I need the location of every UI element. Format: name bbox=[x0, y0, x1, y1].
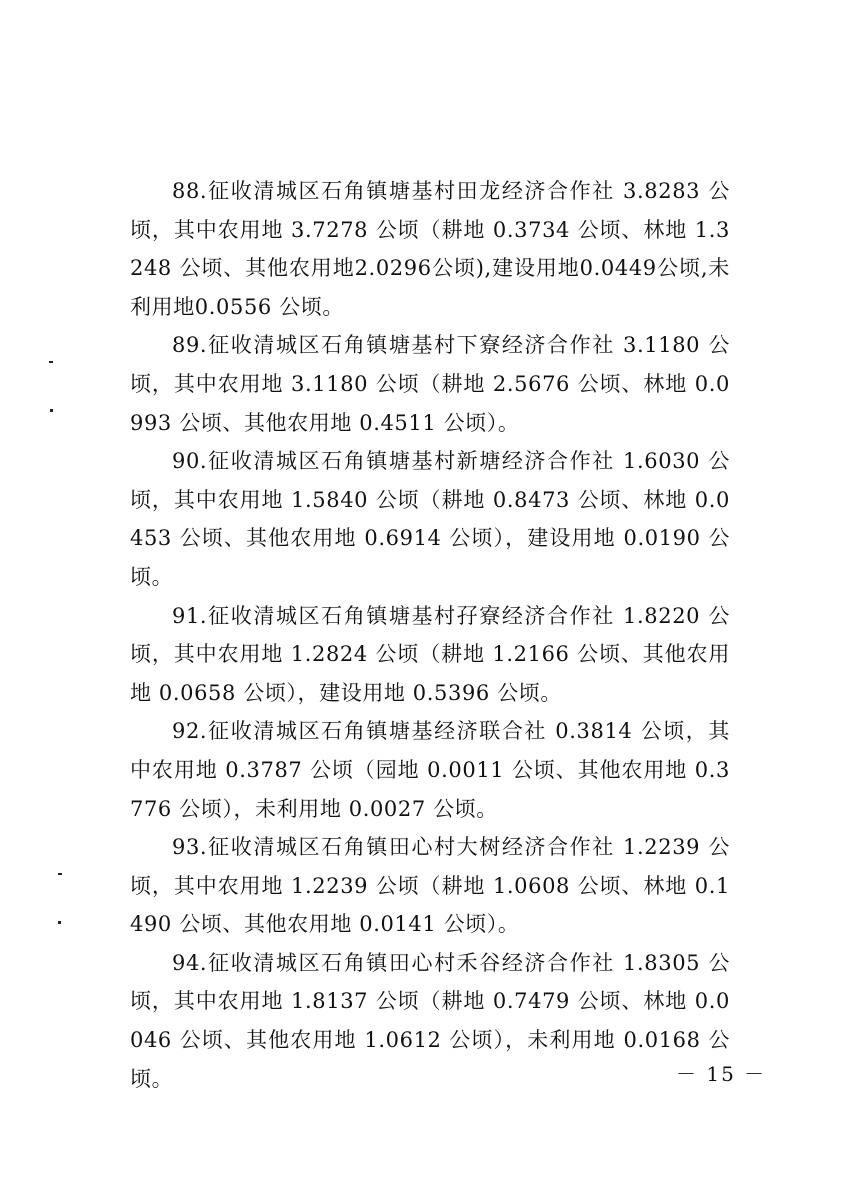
margin-mark bbox=[50, 409, 53, 412]
paragraph-90: 90.征收清城区石角镇塘基村新塘经济合作社 1.6030 公顷，其中农用地 1.5840 公顷（耕地 0.8473 公顷、林地 0.0453 公顷、其他农用地 0.6914 公顷），建设用地 0.0190 公顷。 bbox=[130, 449, 730, 589]
margin-mark bbox=[58, 873, 62, 875]
margin-mark bbox=[58, 921, 61, 924]
paragraph-93: 93.征收清城区石角镇田心村大树经济合作社 1.2239 公顷，其中农用地 1.2239 公顷（耕地 1.0608 公顷、林地 0.1490 公顷、其他农用地 0.0141 公顷）。 bbox=[130, 835, 730, 937]
paragraph-92: 92.征收清城区石角镇塘基经济联合社 0.3814 公顷，其中农用地 0.3787 公顷（园地 0.0011 公顷、其他农用地 0.3776 公顷），未利用地 0.0027 公顷。 bbox=[130, 719, 730, 821]
paragraph-89: 89.征收清城区石角镇塘基村下寮经济合作社 3.1180 公顷，其中农用地 3.1180 公顷（耕地 2.5676 公顷、林地 0.0993 公顷、其他农用地 0.4511 公顷）。 bbox=[130, 333, 730, 435]
page-number: － 15 － bbox=[676, 1062, 767, 1086]
document-body bbox=[130, 172, 730, 1098]
paragraph-94: 94.征收清城区石角镇田心村禾谷经济合作社 1.8305 公顷，其中农用地 1.8137 公顷（耕地 0.7479 公顷、林地 0.0046 公顷、其他农用地 1.0612 公顷），未利用地 0.0168 公顷。 bbox=[130, 950, 730, 1091]
paragraph-91: 91.征收清城区石角镇塘基村孖寮经济合作社 1.8220 公顷，其中农用地 1.2824 公顷（耕地 1.2166 公顷、其他农用地 0.0658 公顷），建设用地 0.5396 公顷。 bbox=[130, 603, 730, 705]
margin-mark bbox=[49, 361, 53, 363]
paragraph-88: 88.征收清城区石角镇塘基村田龙经济合作社 3.8283 公顷，其中农用地 3.7278 公顷（耕地 0.3734 公顷、林地 1.3248 公顷、其他农用地2.0296公顷),建设用地0.0449公顷,未利用地0.0556 公顷。 bbox=[130, 179, 730, 319]
